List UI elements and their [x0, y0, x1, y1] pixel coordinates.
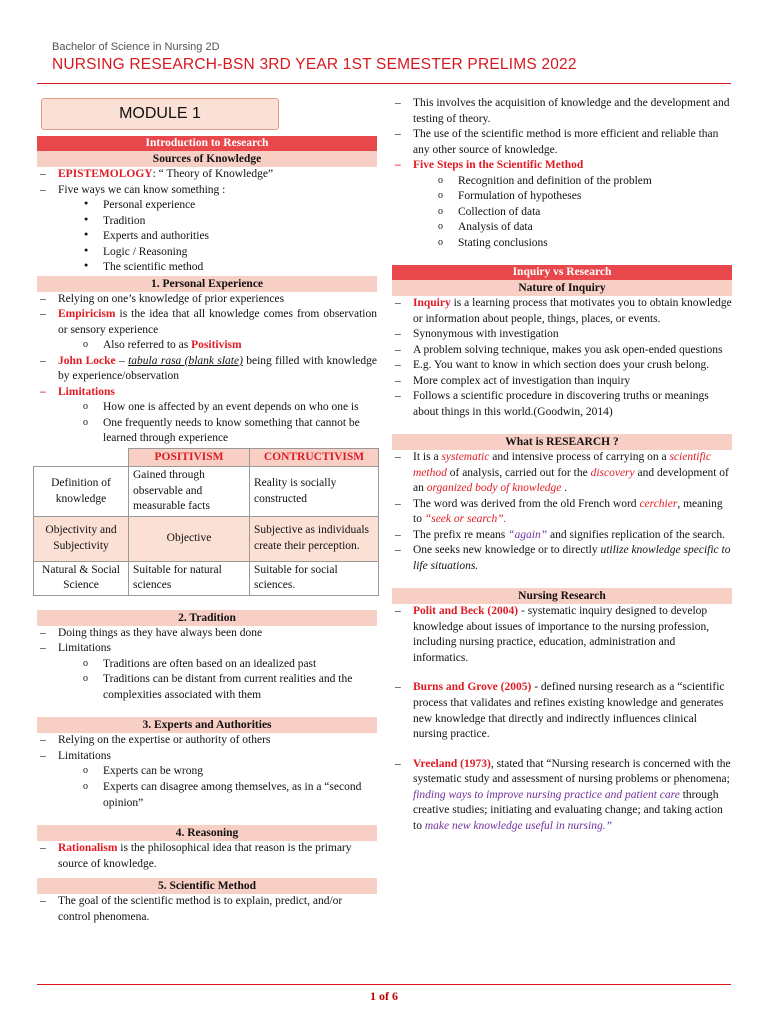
table-cell: Reality is socially constructed	[250, 467, 379, 517]
list-item: – E.g. You want to know in which section does your crush belong.	[392, 358, 732, 374]
empiricism-def: is the idea that all knowledge comes from observation or sensory experience	[58, 308, 377, 336]
epistemology-item	[37, 167, 377, 183]
tabula-rasa: tabula rasa (blank slate)	[128, 354, 243, 367]
step-item: o Analysis of data	[392, 220, 732, 236]
positivism-header: POSITIVISM	[129, 448, 250, 467]
seek-term: “seek or search”.	[424, 513, 507, 526]
page-number: 1 of 6	[370, 989, 398, 1003]
text: and intensive process of carrying on a	[489, 451, 670, 464]
locke-def: being filled with knowledge by experience/observation	[58, 354, 377, 383]
table-row	[34, 516, 379, 561]
list-item: – A problem solving technique, makes you ask open-ended questions	[392, 343, 732, 359]
list-item: – Relying on one’s knowledge of prior experiences	[37, 292, 377, 308]
rationalism-term: Rationalism	[58, 842, 118, 855]
table-cell: Natural & Social Science	[34, 561, 129, 595]
table-cell: Objectivity and Subjectivity	[34, 516, 129, 561]
polit-term: Polit and Beck (2004)	[413, 605, 519, 618]
vreeland-item	[392, 757, 732, 835]
header-divider	[37, 83, 731, 84]
vreeland-term: Vreeland (1973)	[413, 757, 491, 770]
text: , stated that “Nursing research is concerned with the systematic study and assessment of nursing problems or phenomena;	[413, 757, 731, 786]
text: One seeks new knowledge or to directly	[413, 544, 601, 557]
burns-term: Burns and Grove (2005)	[413, 681, 532, 694]
burns-item	[392, 680, 732, 742]
list-item: – Synonymous with investigation	[392, 327, 732, 343]
list-item: – Relying on the expertise or authority of others	[37, 733, 377, 749]
table-cell: Suitable for social sciences.	[250, 561, 379, 595]
list-item: – Follows a scientific procedure in discovering truths or meanings about things in this world.(Goodwin, 2014)	[392, 389, 732, 420]
list-item: – The use of the scientific method is more efficient and reliable than any other source of knowledge.	[392, 127, 732, 158]
module-label: MODULE 1	[41, 98, 279, 130]
epistemology-term: EPISTEMOLOGY	[58, 168, 153, 180]
sources-heading: Sources of Knowledge	[37, 151, 377, 167]
inquiry-vs-research-heading: Inquiry vs Research	[392, 265, 732, 280]
step-item: o Recognition and definition of the problem	[392, 174, 732, 190]
reasoning-heading: 4. Reasoning	[37, 825, 377, 841]
sub-item: o Traditions can be distant from current realities and the complexities associated with them	[37, 672, 377, 703]
locke-dash: –	[115, 354, 129, 367]
table-cell: Definition of knowledge	[34, 467, 129, 517]
utilize-term: utilize knowledge specific to life situations.	[413, 544, 731, 572]
way-item: ● Experts and authorities	[37, 229, 377, 245]
table-cell: Objective	[129, 516, 250, 561]
text: The prefix re means	[413, 528, 509, 541]
list-item: – The goal of the scientific method is to explain, predict, and/or control phenomena.	[37, 894, 377, 925]
scientific-method-term: scientific method	[413, 451, 711, 479]
discovery-term: discovery	[590, 466, 635, 479]
experts-heading: 3. Experts and Authorities	[37, 717, 377, 733]
cerchier-term: cerchier	[639, 497, 678, 510]
list-item: – Doing things as they have always been done	[37, 626, 377, 642]
etymology-item	[392, 497, 732, 528]
locke-item	[37, 354, 377, 385]
systematic-term: systematic	[441, 451, 490, 464]
step-item: o Collection of data	[392, 205, 732, 221]
list-item: – This involves the acquisition of knowledge and the development and testing of theory.	[392, 96, 732, 127]
list-item: – Limitations	[37, 749, 377, 765]
tradition-heading: 2. Tradition	[37, 610, 377, 626]
right-column	[392, 96, 732, 834]
course-subtitle: Bachelor of Science in Nursing 2D	[52, 41, 220, 53]
table-row	[34, 561, 379, 595]
sub-item-text: Also referred to as	[103, 339, 192, 352]
table-cell: Subjective as individuals create their perception.	[250, 516, 379, 561]
text: The word was derived from the old French word	[413, 497, 640, 510]
rationalism-item	[37, 841, 377, 872]
again-term: “again”	[508, 528, 548, 541]
rationalism-def: is the philosophical idea that reason is the primary source of knowledge.	[58, 842, 352, 870]
nursing-research-heading: Nursing Research	[392, 588, 732, 604]
text: through creative studies; initiating and evaluating change; and taking action to	[413, 788, 723, 832]
prefix-item	[392, 528, 732, 544]
table-corner	[34, 448, 129, 467]
improve-practice-term: finding ways to improve nursing practice and patient care	[413, 788, 680, 801]
five-ways-item: – Five ways we can know something :	[37, 183, 377, 199]
sub-item: o How one is affected by an event depends on who one is	[37, 400, 377, 416]
sub-item	[37, 338, 377, 354]
scientific-method-heading: 5. Scientific Method	[37, 878, 377, 894]
table-cell: Gained through observable and measurable facts	[129, 467, 250, 517]
left-column	[37, 96, 377, 925]
text: It is a	[413, 451, 442, 464]
document-title: NURSING RESEARCH-BSN 3RD YEAR 1ST SEMESTER PRELIMS 2022	[52, 56, 577, 73]
constructivism-header: CONTRUCTIVISM	[250, 448, 379, 467]
list-item: – Limitations	[37, 641, 377, 657]
way-item: ● The scientific method	[37, 260, 377, 276]
text: .	[561, 482, 568, 495]
way-item: ● Logic / Reasoning	[37, 245, 377, 261]
way-item: ● Personal experience	[37, 198, 377, 214]
sub-item: o Experts can be wrong	[37, 764, 377, 780]
comparison-table	[33, 448, 379, 596]
personal-experience-heading: 1. Personal Experience	[37, 276, 377, 292]
empiricism-term: Empiricism	[58, 308, 116, 321]
what-is-research-heading: What is RESEARCH ?	[392, 434, 732, 450]
nature-of-inquiry-heading: Nature of Inquiry	[392, 280, 732, 296]
inquiry-term: Inquiry	[413, 297, 451, 310]
epistemology-def: : “ Theory of Knowledge”	[152, 168, 274, 180]
polit-item	[392, 604, 732, 666]
footer-divider	[37, 984, 731, 985]
sub-item: o Experts can disagree among themselves, as in a “second opinion”	[37, 780, 377, 811]
step-item: o Formulation of hypotheses	[392, 189, 732, 205]
table-row	[34, 467, 379, 517]
useful-knowledge-term: make new knowledge useful in nursing.”	[424, 819, 613, 832]
sub-item: o One frequently needs to know something that cannot be learned through experience	[37, 416, 377, 447]
organized-body-term: organized body of knowledge	[426, 482, 562, 495]
steps-title: – Five Steps in the Scientific Method	[392, 158, 732, 174]
text: of analysis, carried out for the	[446, 466, 591, 479]
research-def-item	[392, 450, 732, 497]
text: , meaning to	[413, 497, 723, 526]
utilize-item	[392, 543, 732, 574]
empiricism-item	[37, 307, 377, 338]
burns-def: - defined nursing research as a “scientific process that validates and refines existing knowledge and generates new knowledge that directly and indirectly influences clinical nursing practice.	[413, 681, 725, 741]
table-cell: Suitable for natural sciences	[129, 561, 250, 595]
limitations-label: – Limitations	[37, 385, 377, 401]
inquiry-def: is a learning process that motivates you to obtain knowledge or information about people, things, places, or events.	[413, 297, 732, 325]
text: and signifies replication of the search.	[547, 528, 726, 541]
step-item: o Stating conclusions	[392, 236, 732, 252]
way-item: ● Tradition	[37, 214, 377, 230]
intro-heading: Introduction to Research	[37, 136, 377, 151]
list-item: – More complex act of investigation than inquiry	[392, 374, 732, 390]
inquiry-item	[392, 296, 732, 327]
positivism-term: Positivism	[191, 339, 242, 352]
text: and development of an	[413, 466, 729, 495]
polit-def: - systematic inquiry designed to develop knowledge about issues of importance to the nursing profession, including nursing practice, education, administration and informatics.	[413, 605, 710, 664]
locke-term: John Locke	[58, 354, 116, 367]
sub-item: o Traditions are often based on an idealized past	[37, 657, 377, 673]
